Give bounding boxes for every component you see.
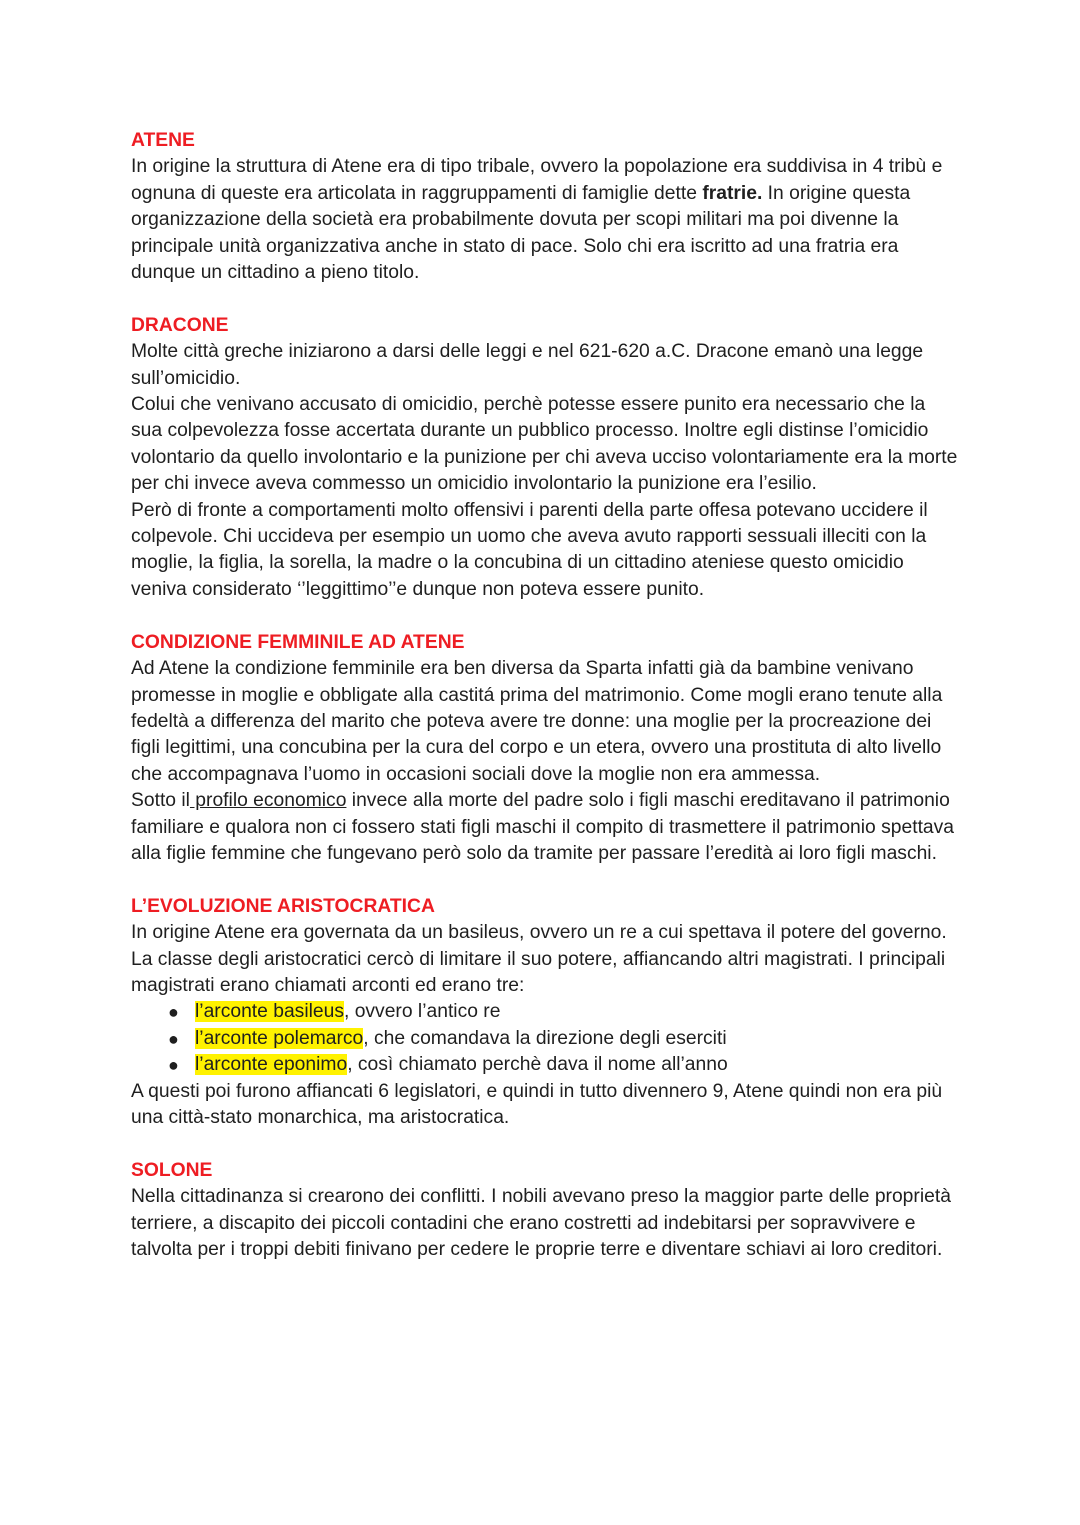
text-span: In origine la struttura di Atene era di tipo tribale, ovvero la popolazione era suddivisa in 4 tribù e ognuna di queste era articolata in raggruppamenti di famiglie dette	[131, 156, 943, 204]
text-span: , che comandava la direzione degli eserciti	[363, 1027, 727, 1049]
text-span: invece alla morte del padre solo i figli maschi ereditavano il patrimonio familiare e qualora non ci fossero stati figli maschi il compito di trasmettere il patrimonio spettava alla figlie femmine che fungevano però solo da tramite per passare l’eredità ai loro figli maschi.	[131, 790, 955, 864]
underlined-profilo-economico: profilo economico	[189, 790, 347, 812]
paragraph-condizione-2	[131, 788, 961, 867]
paragraph-dracone-2: Colui che venivano accusato di omicidio, perchè potesse essere punito era necessario che la sua colpevolezza fosse accertata durante un pubblico processo. Inoltre egli distinse l’omicidio volontario da quello involontario e la punizione per chi aveva ucciso volontariamente era la morte per chi invece aveva commesso un omicidio involontario la punizione era l’esilio.	[131, 394, 958, 495]
section-dracone	[131, 313, 961, 603]
text-span: Sotto il	[131, 790, 190, 812]
text-span: , così chiamato perchè dava il nome all’anno	[347, 1054, 728, 1076]
arconti-list	[131, 999, 961, 1078]
highlight-arconte-eponimo: l’arconte eponimo	[195, 1054, 348, 1076]
paragraph-evoluzione-1: In origine Atene era governata da un basileus, ovvero un re a cui spettava il potere del governo. La classe degli aristocratici cercò di limitare il suo potere, affiancando altri magistrati. I principali magistrati erano chiamati arconti ed erano tre:	[131, 922, 947, 996]
list-item	[131, 1052, 961, 1078]
heading-condizione-femminile: CONDIZIONE FEMMINILE AD ATENE	[131, 631, 465, 653]
section-solone	[131, 1158, 961, 1264]
list-item	[131, 1026, 961, 1052]
list-item	[131, 999, 961, 1025]
bullet-icon: ●	[168, 1002, 179, 1023]
heading-solone: SOLONE	[131, 1159, 213, 1181]
section-condizione-femminile	[131, 630, 961, 868]
text-span: , ovvero l’antico re	[343, 1001, 501, 1023]
heading-evoluzione-aristocratica: L’EVOLUZIONE ARISTOCRATICA	[131, 895, 435, 917]
paragraph-dracone-1: Molte città greche iniziarono a darsi delle leggi e nel 621-620 a.C. Dracone emanò una legge sull’omicidio.	[131, 341, 924, 389]
paragraph-dracone-3: Però di fronte a comportamenti molto offensivi i parenti della parte offesa potevano uccidere il colpevole. Chi uccideva per esempio un uomo che aveva avuto rapporti sessuali illeciti con la moglie, la figlia, la sorella, la madre o la concubina di un cittadino ateniese questo omicidio veniva considerato ‘’leggittimo’’e dunque non poteva essere punito.	[131, 499, 928, 600]
paragraph-condizione-1: Ad Atene la condizione femminile era ben diversa da Sparta infatti già da bambine venivano promesse in moglie e obbligate alla castitá prima del matrimonio. Come mogli erano tenute alla fedeltà a differenza del marito che poteva avere tre donne: una moglie per la procreazione dei figli legittimi, una concubina per la cura del corpo e un etera, ovvero una prostituta di alto livello che accompagnava l’uomo in occasioni sociali dove la moglie non era ammessa.	[131, 658, 943, 785]
bullet-icon: ●	[168, 1055, 179, 1076]
section-evoluzione-aristocratica	[131, 894, 961, 1132]
paragraph-solone: Nella cittadinanza si crearono dei conflitti. I nobili avevano preso la maggior parte delle proprietà terriere, a discapito dei piccoli contadini che erano costretti ad indebitarsi per sopravvivere e talvolta per i troppi debiti finivano per cedere le proprie terre e diventare schiavi ai loro creditori.	[131, 1186, 951, 1260]
paragraph-atene	[131, 154, 961, 286]
bullet-icon: ●	[168, 1028, 179, 1049]
paragraph-evoluzione-2: A questi poi furono affiancati 6 legislatori, e quindi in tutto divennero 9, Atene quindi non era più una città-stato monarchica, ma aristocratica.	[131, 1080, 943, 1128]
heading-dracone: DRACONE	[131, 314, 229, 336]
heading-atene: ATENE	[131, 130, 195, 151]
text-span: In origine questa organizzazione della società era probabilmente dovuta per scopi militari ma poi divenne la principale unità organizzativa anche in stato di pace. Solo chi era iscritto ad una fratria era dunque un cittadino a pieno titolo.	[131, 182, 911, 284]
term-fratrie: fratrie.	[702, 182, 763, 204]
document-page	[131, 128, 961, 1263]
highlight-arconte-basileus: l’arconte basileus	[195, 1001, 344, 1023]
highlight-arconte-polemarco: l’arconte polemarco	[195, 1027, 364, 1049]
section-atene	[131, 128, 961, 286]
